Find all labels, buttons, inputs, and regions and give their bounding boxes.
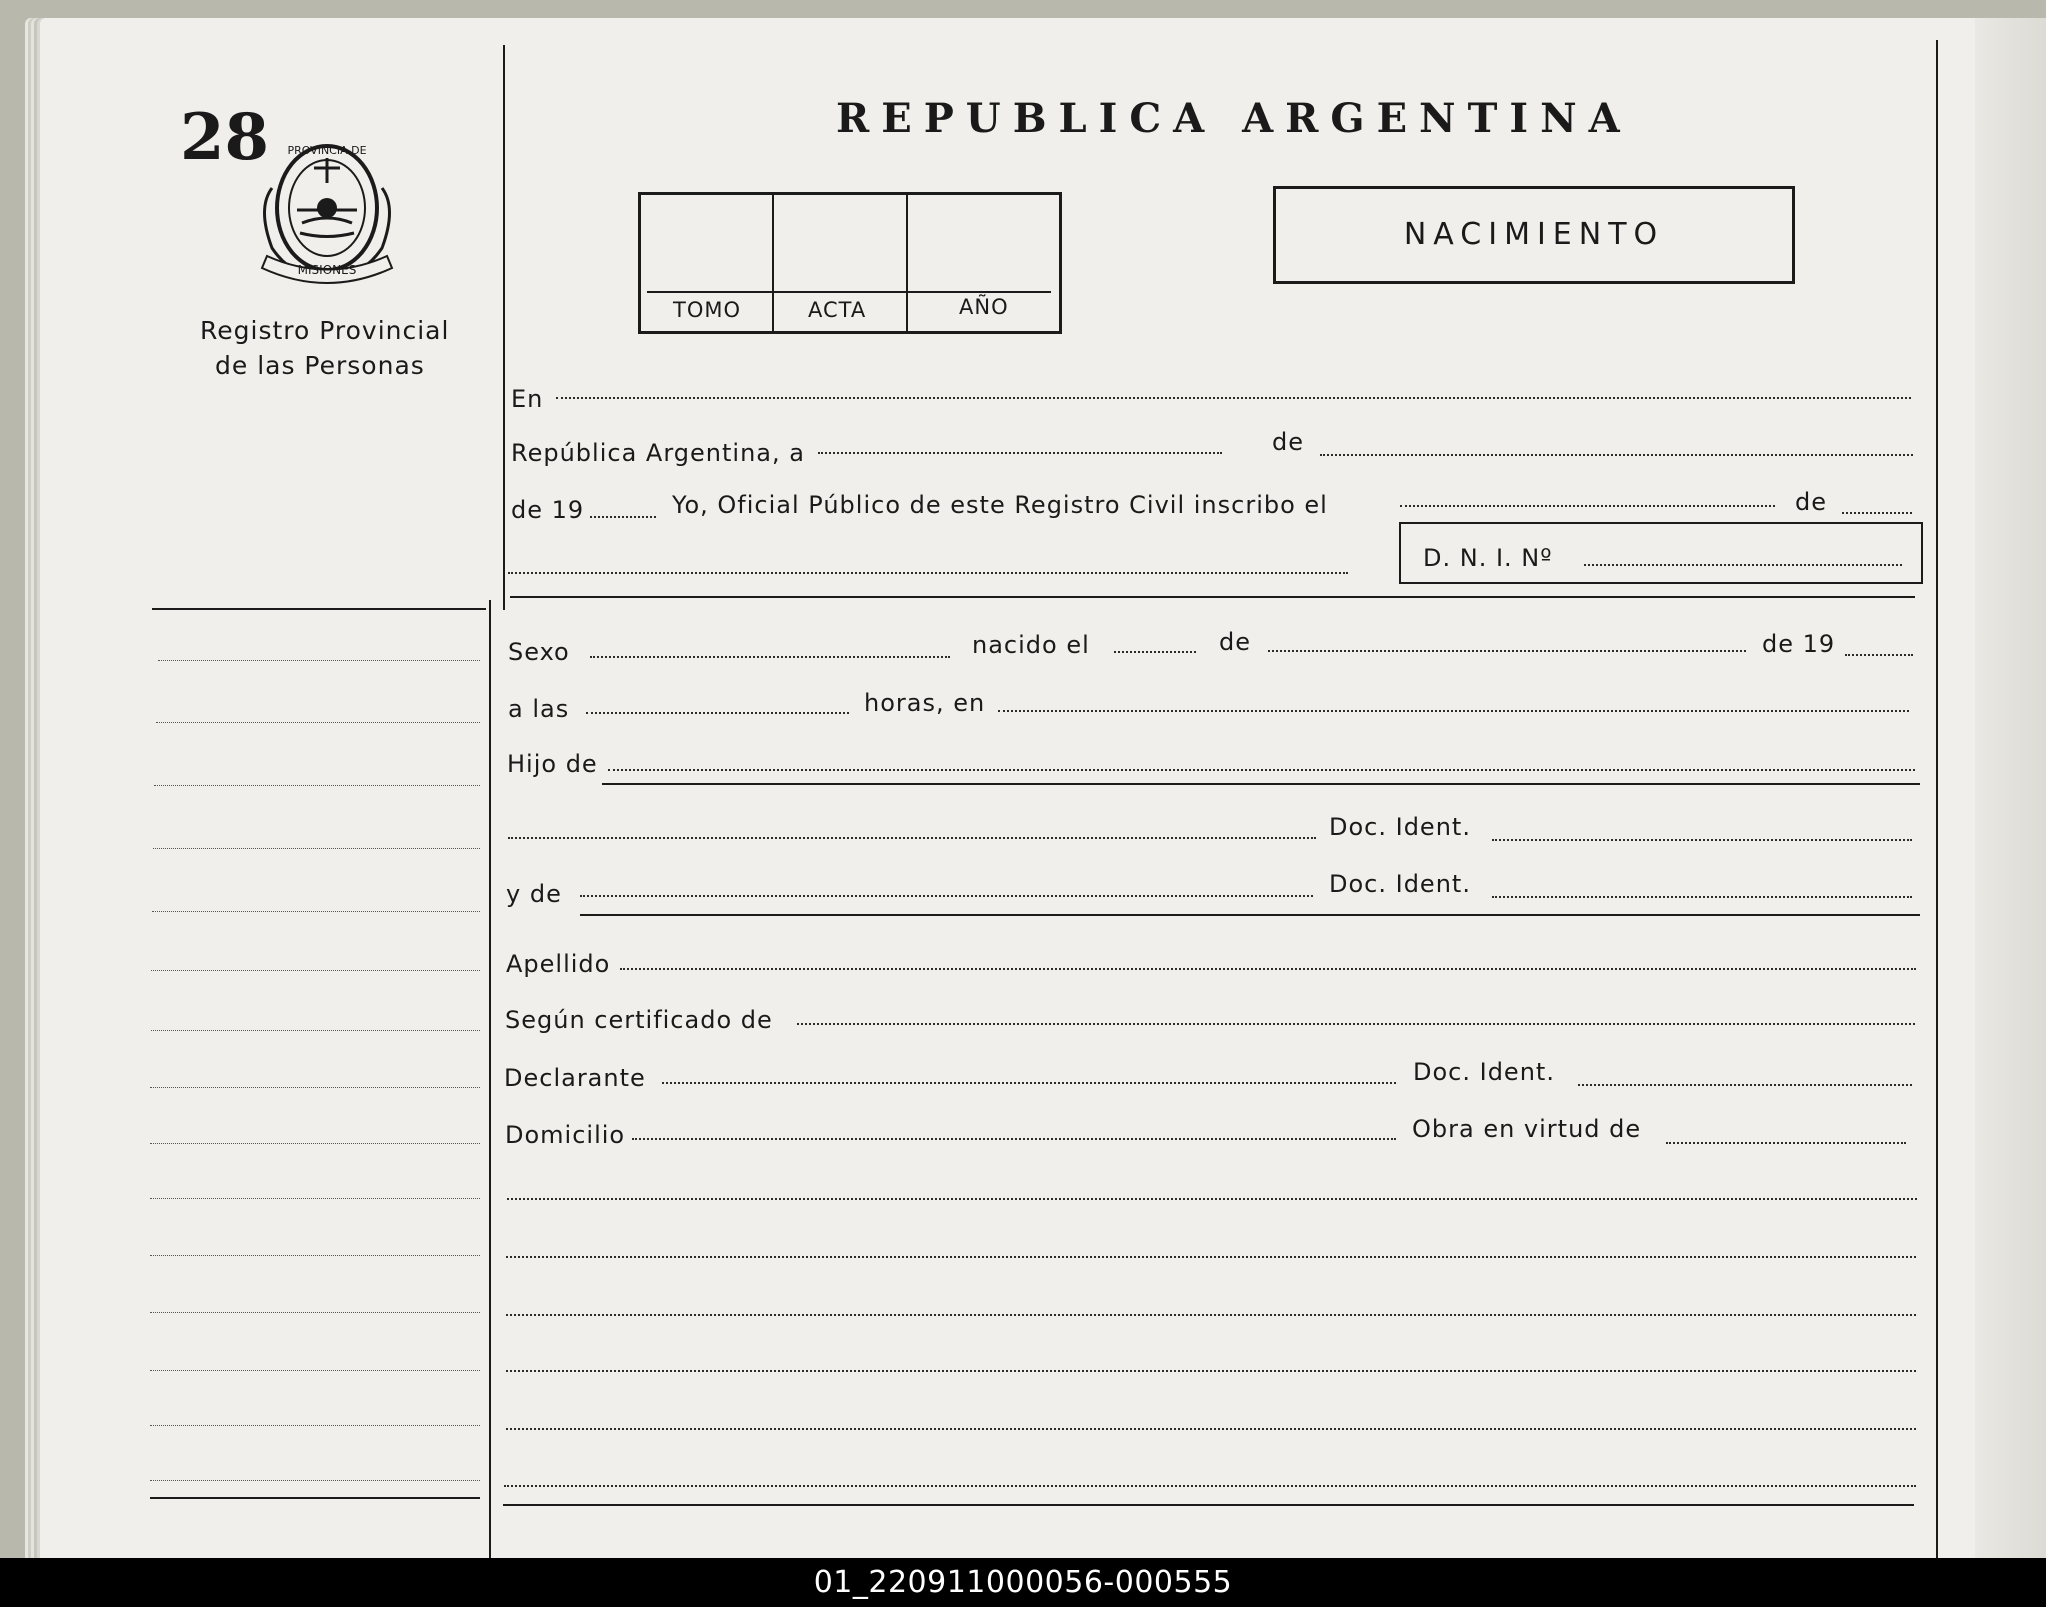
label-yo-oficial: Yo, Oficial Público de este Registro Civil inscribo el [672, 491, 1328, 519]
page-edge [1975, 18, 2046, 1558]
acta-label: ACTA [808, 298, 867, 322]
ano-label: AÑO [959, 295, 1009, 319]
field-birth-day-line[interactable] [1114, 651, 1196, 653]
label-segun-certificado: Según certificado de [505, 1006, 773, 1034]
left-line [152, 911, 480, 912]
left-line [150, 1370, 480, 1371]
field-de-line[interactable] [1842, 512, 1912, 514]
label-doc-ident-3: Doc. Ident. [1413, 1058, 1555, 1086]
left-column-rule [152, 608, 486, 610]
left-line [150, 1312, 480, 1313]
label-obra-en-virtud: Obra en virtud de [1412, 1115, 1642, 1143]
field-dni-line[interactable] [1584, 564, 1902, 566]
notes-line[interactable] [507, 1198, 1917, 1200]
label-domicilio: Domicilio [505, 1121, 626, 1149]
registry-line2: de las Personas [215, 351, 425, 380]
notes-line[interactable] [506, 1314, 1916, 1316]
field-doc-ident-3-line[interactable] [1578, 1084, 1912, 1086]
left-line [150, 1255, 480, 1256]
field-father-name-line[interactable] [508, 837, 1316, 839]
field-father-line[interactable] [608, 769, 1915, 771]
left-line [151, 970, 480, 971]
field-place-line[interactable] [998, 710, 1909, 712]
label-apellido: Apellido [506, 950, 611, 978]
label-a-las: a las [508, 695, 570, 723]
label-en: En [511, 385, 544, 413]
section-rule-1 [510, 596, 1915, 598]
notes-line[interactable] [506, 1428, 1916, 1430]
record-type-box [1273, 186, 1795, 284]
form-bottom-rule [503, 1504, 1914, 1506]
field-mother-line[interactable] [580, 895, 1313, 897]
field-hour-line[interactable] [586, 712, 849, 714]
label-y-de: y de [506, 880, 562, 908]
dni-box [1399, 522, 1923, 584]
left-line [150, 1198, 480, 1199]
field-declarante-line[interactable] [662, 1082, 1396, 1084]
country-title: REPUBLICA ARGENTINA [836, 95, 1632, 142]
field-name-line[interactable] [508, 572, 1348, 574]
label-nacido-el: nacido el [972, 631, 1090, 659]
seal-top-text: PROVINCIA DE [287, 144, 367, 157]
left-line [150, 1480, 480, 1481]
record-type-label: NACIMIENTO [1403, 217, 1665, 252]
field-certificado-line[interactable] [797, 1023, 1915, 1025]
field-inscribo-line[interactable] [1400, 505, 1775, 507]
field-day-line[interactable] [818, 452, 1222, 454]
left-line [158, 660, 480, 661]
field-obra-line[interactable] [1666, 1142, 1906, 1144]
field-doc-ident-2-line[interactable] [1492, 896, 1912, 898]
field-birth-month-line[interactable] [1268, 650, 1746, 652]
field-year-line[interactable] [590, 516, 656, 518]
field-month-line[interactable] [1320, 454, 1913, 456]
tomo-label: TOMO [673, 298, 742, 322]
label-de-19-b: de 19 [1762, 630, 1836, 658]
label-republica-a: República Argentina, a [511, 439, 805, 467]
label-de-3: de [1219, 628, 1251, 656]
notes-line[interactable] [504, 1485, 1916, 1487]
column-divider-top [503, 45, 505, 610]
field-doc-ident-1-line[interactable] [1492, 839, 1912, 841]
left-line [150, 1087, 480, 1088]
page-number: 28 [180, 100, 270, 175]
label-de-19: de 19 [511, 496, 585, 524]
left-line [153, 848, 480, 849]
label-dni: D. N. I. Nº [1423, 544, 1553, 572]
left-line [150, 1143, 480, 1144]
label-de: de [1272, 428, 1304, 456]
field-birth-year-line[interactable] [1845, 654, 1913, 656]
left-column-bottom-rule [150, 1497, 480, 1499]
field-domicilio-line[interactable] [632, 1138, 1396, 1140]
column-divider-bottom [489, 600, 491, 1558]
left-line [154, 785, 480, 786]
label-doc-ident-2: Doc. Ident. [1329, 870, 1471, 898]
label-doc-ident-1: Doc. Ident. [1329, 813, 1471, 841]
label-horas-en: horas, en [864, 689, 986, 717]
provincial-seal-icon [252, 128, 402, 288]
notes-line[interactable] [506, 1370, 1916, 1372]
image-id-footer: 01_220911000056-000555 [0, 1558, 2046, 1607]
left-line [151, 1030, 480, 1031]
label-hijo-de: Hijo de [507, 750, 598, 778]
page-right-rule [1936, 40, 1938, 1558]
father-rule [602, 783, 1920, 785]
registry-line1: Registro Provincial [200, 316, 450, 345]
left-line [150, 1425, 480, 1426]
notes-line[interactable] [506, 1256, 1916, 1258]
label-de-2: de [1795, 488, 1827, 516]
field-sexo-line[interactable] [590, 656, 950, 658]
left-line [156, 722, 480, 723]
field-en-line[interactable] [556, 397, 1911, 399]
label-sexo: Sexo [508, 638, 570, 666]
mother-rule [580, 914, 1920, 916]
seal-bottom-text: MISIONES [297, 263, 357, 277]
label-declarante: Declarante [504, 1064, 646, 1092]
field-apellido-line[interactable] [620, 968, 1916, 970]
reference-box [638, 192, 1062, 334]
